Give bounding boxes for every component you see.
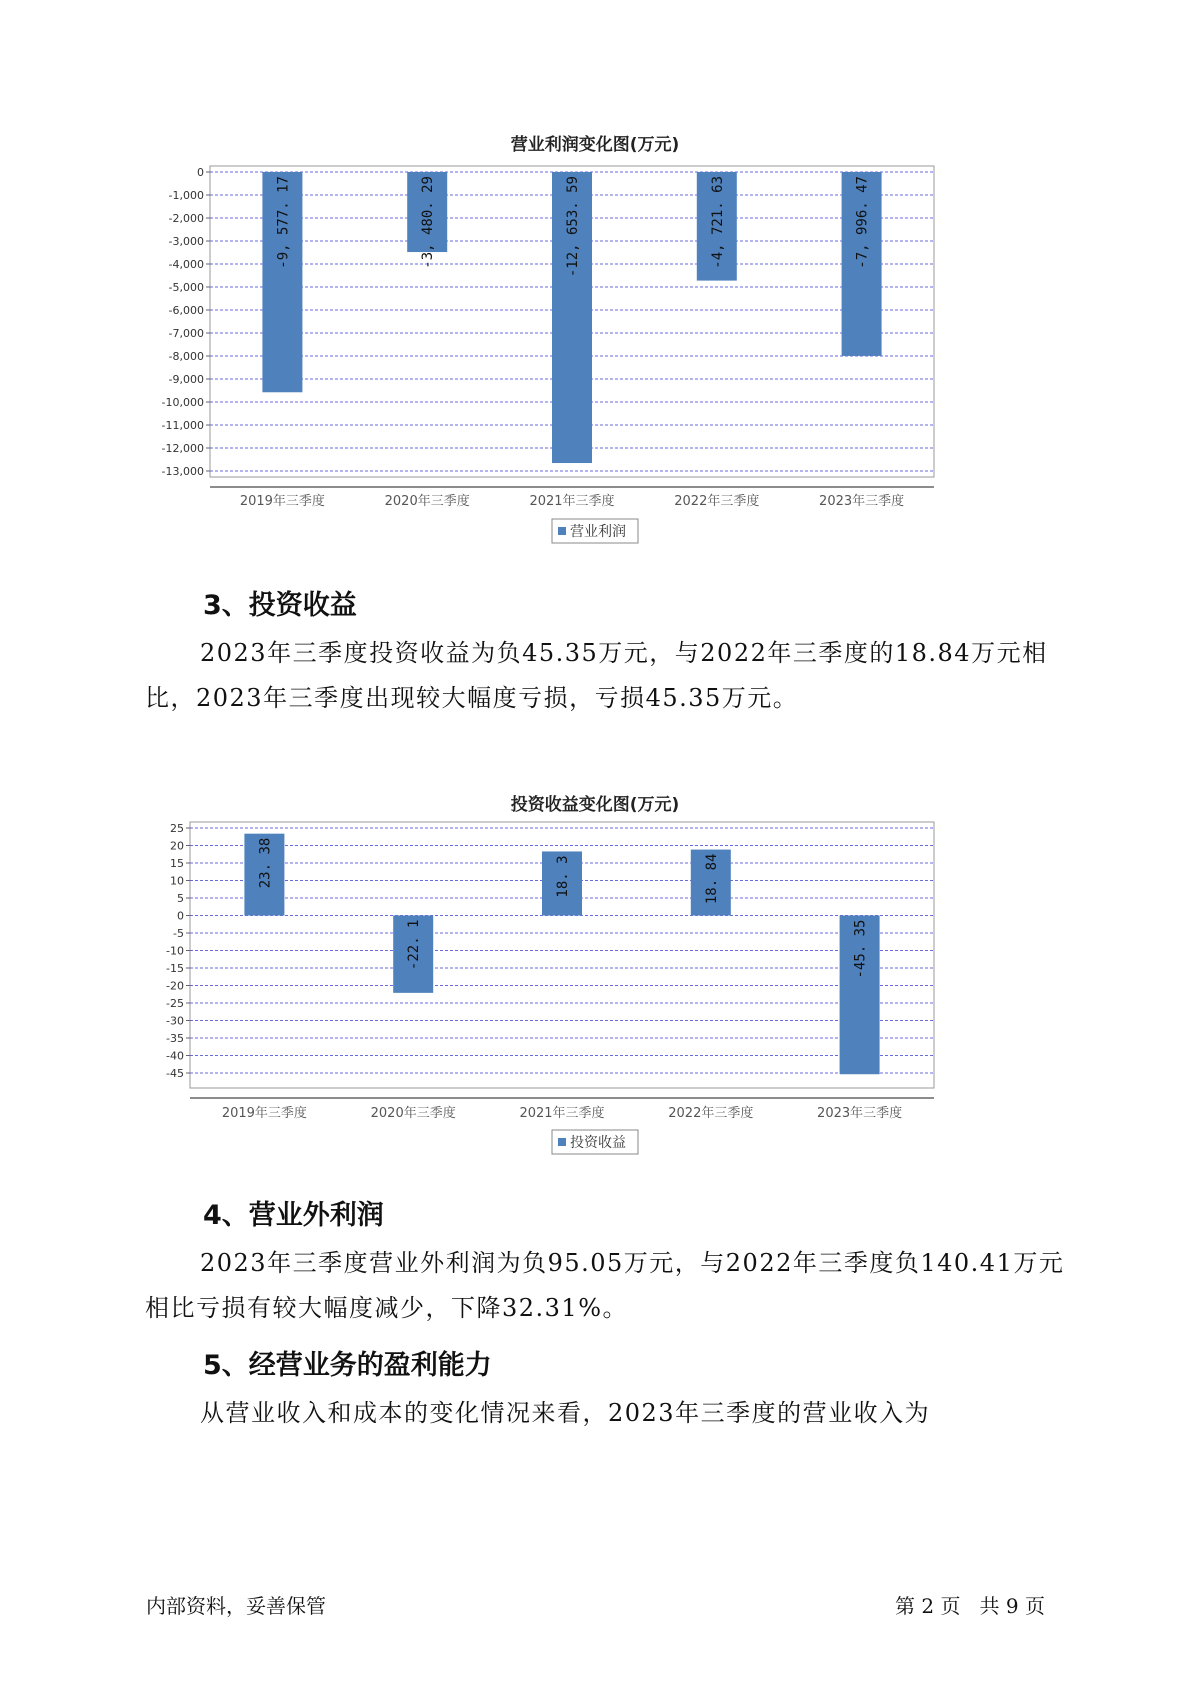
footer-confidential-note: 内部资料，妥善保管 <box>146 1594 326 1618</box>
y-tick-label: 15 <box>170 857 184 870</box>
y-tick-label: -11,000 <box>161 419 204 432</box>
bar-data-label: -3, 480. 29 <box>420 176 437 269</box>
bar-data-label: 18. 84 <box>703 853 720 905</box>
legend-swatch <box>558 1138 566 1146</box>
x-category-label: 2019年三季度 <box>221 1106 307 1121</box>
bar-data-label: 23. 38 <box>257 837 274 889</box>
y-tick-label: -5 <box>173 927 184 940</box>
legend-label: 营业利润 <box>570 524 626 540</box>
section-heading-non-operating-profit: 4、营业外利润 <box>203 1200 384 1231</box>
paragraph-profitability: 从营业收入和成本的变化情况来看，2023年三季度的营业收入为 <box>200 1399 931 1427</box>
x-category-label: 2019年三季度 <box>239 494 325 509</box>
y-tick-label: 5 <box>177 892 184 905</box>
y-tick-label: -6,000 <box>168 304 204 317</box>
y-tick-label: -4,000 <box>168 258 204 271</box>
operating-profit-chart <box>150 130 1040 600</box>
y-tick-label: -15 <box>166 962 184 975</box>
x-category-label: 2020年三季度 <box>370 1106 456 1121</box>
y-tick-label: 10 <box>170 874 184 888</box>
x-category-label: 2023年三季度 <box>817 1106 903 1121</box>
y-tick-label: -40 <box>166 1049 184 1063</box>
bar-data-label: -22. 1 <box>406 919 423 971</box>
y-tick-label: 20 <box>170 839 184 853</box>
y-tick-label: -10 <box>166 944 184 958</box>
y-tick-label: -3,000 <box>168 235 204 248</box>
y-tick-label: -5,000 <box>168 281 204 294</box>
y-tick-label: 25 <box>170 822 184 835</box>
y-tick-label: -8,000 <box>168 350 204 363</box>
investment-income-chart-svg <box>150 790 1040 1250</box>
x-category-label: 2022年三季度 <box>668 1106 754 1121</box>
footer-page-number: 第 2 页 共 9 页 <box>895 1594 1045 1618</box>
y-tick-label: -20 <box>166 979 184 993</box>
y-tick-label: -45 <box>166 1067 184 1080</box>
y-tick-label: -2,000 <box>168 212 204 225</box>
y-tick-label: -13,000 <box>161 465 204 478</box>
legend-label: 投资收益 <box>570 1135 626 1151</box>
chart-title: 营业利润变化图(万元) <box>510 135 680 155</box>
section-heading-profitability: 5、经营业务的盈利能力 <box>203 1350 492 1381</box>
x-category-label: 2022年三季度 <box>674 494 760 509</box>
bar-data-label: -7, 996. 47 <box>854 176 871 269</box>
x-category-label: 2021年三季度 <box>529 494 615 509</box>
bar-data-label: -4, 721. 63 <box>709 176 726 269</box>
y-tick-label: 0 <box>197 166 204 179</box>
bar-data-label: 18. 3 <box>555 855 571 898</box>
bar-data-label: -12, 653. 59 <box>565 176 581 278</box>
operating-profit-chart-svg <box>150 130 1040 600</box>
y-tick-label: -35 <box>166 1032 184 1045</box>
bar-data-label: -9, 577. 17 <box>275 176 292 269</box>
investment-income-chart <box>150 790 1040 1250</box>
y-tick-label: -7,000 <box>168 327 204 340</box>
x-category-label: 2021年三季度 <box>519 1106 605 1121</box>
x-category-label: 2023年三季度 <box>819 494 905 509</box>
chart-title: 投资收益变化图(万元) <box>510 795 680 815</box>
bar-data-label: -45. 35 <box>852 919 869 979</box>
y-tick-label: -12,000 <box>161 442 204 455</box>
y-tick-label: 0 <box>177 909 184 923</box>
x-category-label: 2020年三季度 <box>384 494 470 509</box>
section-heading-investment-income: 3、投资收益 <box>203 590 357 621</box>
y-tick-label: -10,000 <box>161 396 204 409</box>
paragraph-non-operating-profit: 2023年三季度营业外利润为负95.05万元，与2022年三季度负140.41万元相比亏损有较大幅度减少，下降32.31%。 <box>145 1249 1065 1322</box>
paragraph-investment-income: 2023年三季度投资收益为负45.35万元，与2022年三季度的18.84万元相比，2023年三季度出现较大幅度亏损，亏损45.35万元。 <box>145 639 1048 712</box>
y-tick-label: -9,000 <box>168 373 204 386</box>
y-tick-label: -30 <box>166 1014 184 1028</box>
y-tick-label: -25 <box>166 997 184 1010</box>
legend-swatch <box>558 527 566 535</box>
y-tick-label: -1,000 <box>168 189 204 202</box>
